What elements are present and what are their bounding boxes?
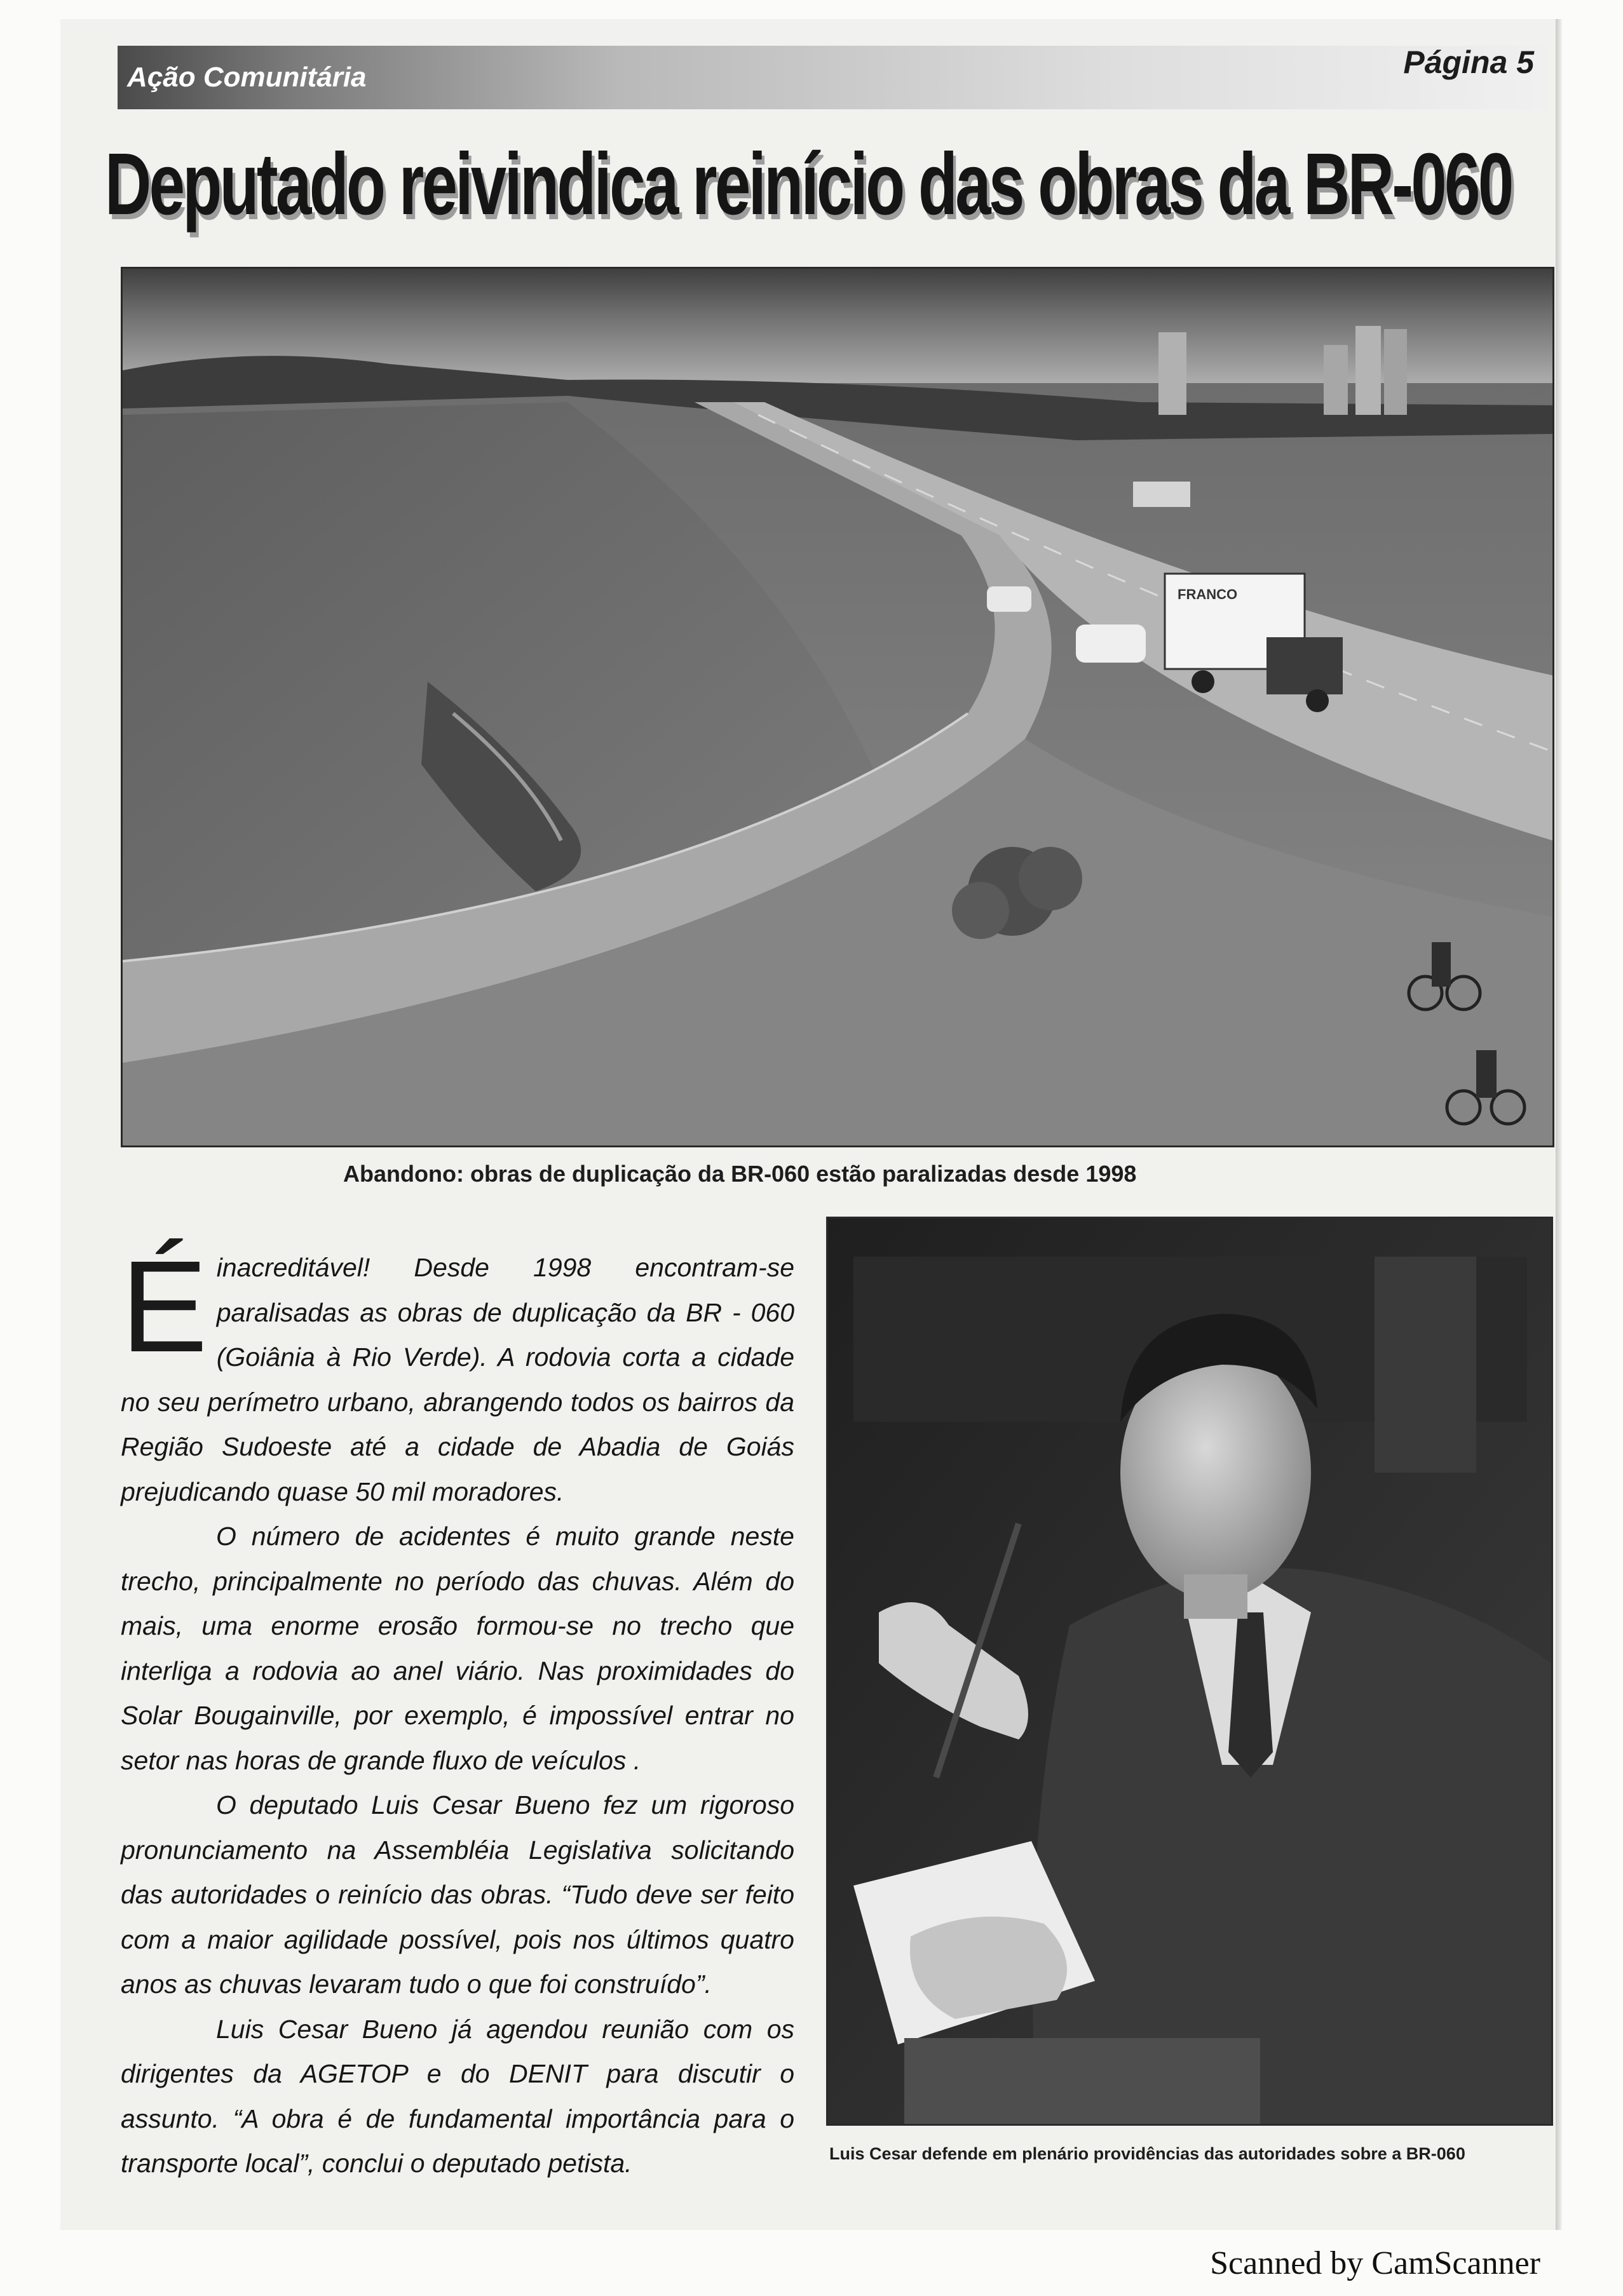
drop-cap: É <box>121 1234 208 1379</box>
article-paragraph: Luis Cesar Bueno já agendou reunião com os dirigentes da AGETOP e do DENIT para discutir o assunto. “A obra é de fundamental importância para o transporte local”, conclui o deputado petista. <box>121 2014 794 2178</box>
truck-sign-text: FRANCO <box>1178 586 1238 602</box>
article-body <box>121 1234 794 2185</box>
article-paragraph: O número de acidentes é muito grande neste trecho, principalmente no período das chuvas. Além do mais, uma enorme erosão formou-se no trecho que interliga a rodovia ao anel viário. Nas proximidades do Solar Bougainville, por exemplo, é impossível entrar no setor nas horas de grande fluxo de veículos . <box>121 1522 794 1775</box>
scanner-watermark: Scanned by CamScanner <box>1210 2245 1540 2281</box>
article-paragraph: O deputado Luis Cesar Bueno fez um rigoroso pronunciamento na Assembléia Legislativa solicitando das autoridades o reinício das obras. “Tudo deve ser feito com a maior agilidade possível, pois nos últimos quatro anos as chuvas levaram tudo o que foi construído”. <box>121 1790 794 1999</box>
headline: Deputado reivindica reinício das obras da BR-060 <box>105 135 1512 233</box>
deputy-photo-caption: Luis Cesar defende em plenário providências das autoridades sobre a BR-060 <box>829 2144 1465 2163</box>
page-edge-shadow <box>1556 19 1562 2230</box>
section-label: Ação Comunitária <box>127 62 367 93</box>
page-number: Página 5 <box>1403 44 1534 80</box>
highway-photo <box>121 267 1554 1147</box>
article-paragraph-text: inacreditável! Desde 1998 encontram-se paralisadas as obras de duplicação da BR - 060 (Goiânia à Rio Verde). A rodovia corta a cidade no seu perímetro urbano, abrangendo todos os bairros da Região Sudoeste até a cidade de Abadia de Goiás prejudicando quase 50 mil moradores. <box>121 1253 794 1506</box>
highway-photo-caption: Abandono: obras de duplicação da BR-060 estão paralizadas desde 1998 <box>343 1161 1137 1187</box>
article-paragraph <box>121 1234 794 1514</box>
deputy-photo <box>826 1217 1553 2126</box>
